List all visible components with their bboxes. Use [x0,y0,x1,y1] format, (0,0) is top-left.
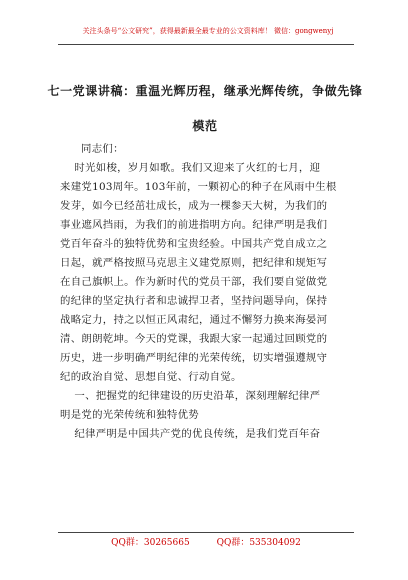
document-body [60,140,352,444]
body-line: 时光如梭，岁月如歌。我们又迎来了火红的七月，迎 [60,162,321,174]
footer [58,537,354,549]
header-divider [58,44,354,45]
footer-qq-group-2: QQ群：535304092 [216,538,301,548]
header-banner: 关注头条号“公文研究”，获得最新最全最专业的公文资料库！ 微信：gongwenyj [82,27,334,35]
body-line: 事业遮风挡雨，为我们的前进指明方向。纪律严明是我们 [60,219,328,231]
document-title: 七一党课讲稿：重温光辉历程，继承光辉传统，争做先锋 [47,84,363,98]
body-line: 发芽，如今已经茁壮成长，成为一棵参天大树，为我们的 [60,200,328,212]
body-line: 纪律严明是中国共产党的优良传统，是我们党百年奋 [60,428,321,440]
body-line: 历史，进一步明确严明纪律的光荣传统，切实增强遵规守 [60,352,328,364]
footer-divider [58,532,354,533]
body-line: 来建党103周年。103年前，一颗初心的种子在风雨中生根 [60,181,337,193]
body-line: 纪的政治自觉、思想自觉、行动自觉。 [60,371,242,383]
document-title-continued: 模范 [192,119,218,133]
body-line: 清、朗朗乾坤。今天的党课，我跟大家一起通过回顾党的 [60,333,328,345]
body-line: 党百年奋斗的独特优势和宝贵经验。中国共产党自成立之 [60,238,328,250]
body-line: 的纪律的坚定执行者和忠诚捍卫者，坚持问题导向，保持 [60,295,328,307]
section-heading: 一、把握党的纪律建设的历史沿革，深刻理解纪律严 [60,390,321,402]
section-heading-continued: 明是党的光荣传统和独特优势 [60,409,199,421]
footer-qq-group-1: QQ群：30265665 [111,538,190,548]
body-line: 战略定力，持之以恒正风肃纪，通过不懈努力换来海晏河 [60,314,328,326]
body-line: 在自己旗帜上。作为新时代的党员干部，我们要自觉做党 [60,276,328,288]
salutation: 同志们： [81,143,124,155]
body-line: 日起，就严格按照马克思主义建党原则，把纪律和规矩写 [60,257,328,269]
